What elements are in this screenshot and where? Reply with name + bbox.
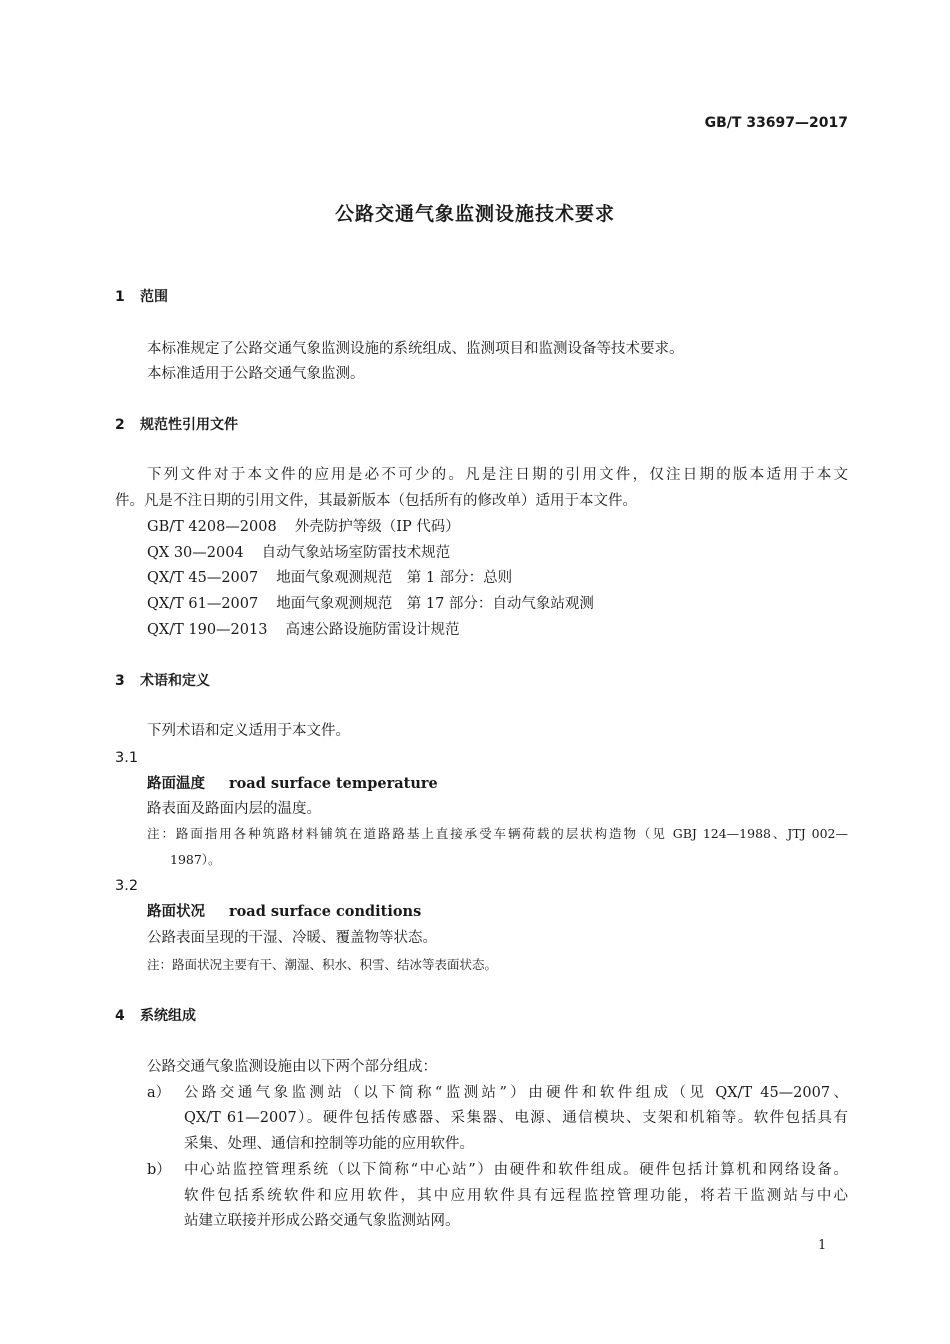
page-title: 公路交通气象监测设施技术要求	[334, 203, 615, 225]
section-4-heading	[115, 1006, 196, 1026]
list-item-line: 软件包括系统软件和应用软件，其中应用软件具有远程监控管理功能，将若干监测站与中心	[184, 1188, 848, 1204]
standard-number: GB/T 33697—2017	[704, 115, 848, 131]
section-number: 1	[115, 289, 125, 305]
section-number: 2	[115, 417, 125, 433]
term-zh: 路面温度	[147, 776, 205, 792]
term-number: 3.2	[115, 878, 139, 894]
page-number: 1	[818, 1238, 827, 1253]
reference-title: 自动气象站场室防雷技术规范	[261, 545, 451, 561]
section-title: 术语和定义	[140, 673, 210, 689]
paragraph: 本标准适用于公路交通气象监测。	[147, 366, 365, 382]
term-number: 3.1	[115, 750, 139, 766]
note: 注：路面指用各种筑路材料铺筑在道路路基上直接承受车辆荷载的层状构造物（见 GBJ 124—1988、JTJ 002—	[147, 826, 848, 841]
term-zh: 路面状况	[147, 904, 205, 920]
section-number: 3	[115, 673, 125, 689]
section-1-heading	[115, 287, 168, 307]
reference-code: QX/T 61—2007	[147, 596, 259, 612]
reference-item	[147, 594, 594, 614]
term-definition: 公路表面呈现的干湿、冷暖、覆盖物等状态。	[147, 930, 437, 946]
term-heading	[147, 774, 438, 794]
section-3-heading	[115, 671, 210, 691]
reference-item	[147, 543, 450, 563]
note: 注：路面状况主要有干、潮湿、积水、积雪、结冰等表面状态。	[147, 957, 498, 972]
section-title: 范围	[140, 289, 168, 305]
reference-item	[147, 517, 460, 537]
paragraph: 件。凡是不注日期的引用文件，其最新版本（包括所有的修改单）适用于本文件。	[115, 493, 637, 509]
section-title: 规范性引用文件	[140, 417, 238, 433]
reference-title: 地面气象观测规范 第 17 部分：自动气象站观测	[276, 596, 594, 612]
section-title: 系统组成	[140, 1008, 196, 1024]
reference-code: GB/T 4208—2008	[147, 519, 277, 535]
section-2-heading	[115, 415, 238, 435]
reference-item	[147, 620, 459, 640]
list-item-line: QX/T 61—2007）。硬件包括传感器、采集器、电源、通信模块、支架和机箱等。软件包括具有	[184, 1110, 848, 1126]
paragraph: 下列术语和定义适用于本文件。	[147, 723, 350, 739]
paragraph: 公路交通气象监测设施由以下两个部分组成：	[147, 1059, 437, 1075]
note-continuation: 1987）。	[170, 852, 221, 867]
reference-code: QX 30—2004	[147, 545, 244, 561]
list-item-line: 中心站监控管理系统（以下简称“中心站”）由硬件和软件组成。硬件包括计算机和网络设备。	[184, 1162, 848, 1178]
paragraph: 本标准规定了公路交通气象监测设施的系统组成、监测项目和监测设备等技术要求。	[147, 341, 684, 357]
term-en: road surface temperature	[229, 775, 438, 792]
list-item-line: 公路交通气象监测站（以下简称“监测站”）由硬件和软件组成（见 QX/T 45—2007、	[184, 1085, 848, 1101]
list-item-label: a）	[147, 1085, 171, 1101]
term-en: road surface conditions	[229, 903, 422, 920]
reference-title: 地面气象观测规范 第 1 部分：总则	[276, 570, 513, 586]
reference-code: QX/T 45—2007	[147, 570, 259, 586]
paragraph: 下列文件对于本文件的应用是必不可少的。凡是注日期的引用文件，仅注日期的版本适用于本文	[147, 467, 848, 483]
reference-item	[147, 568, 512, 588]
list-item-line: 站建立联接并形成公路交通气象监测站网。	[184, 1213, 460, 1229]
reference-title: 外壳防护等级（IP 代码）	[294, 519, 460, 535]
term-heading	[147, 902, 421, 922]
list-item-line: 采集、处理、通信和控制等功能的应用软件。	[184, 1136, 474, 1152]
section-number: 4	[115, 1008, 125, 1024]
reference-title: 高速公路设施防雷设计规范	[285, 622, 460, 638]
list-item-label: b）	[147, 1162, 171, 1178]
reference-code: QX/T 190—2013	[147, 622, 268, 638]
term-definition: 路表面及路面内层的温度。	[147, 801, 321, 817]
